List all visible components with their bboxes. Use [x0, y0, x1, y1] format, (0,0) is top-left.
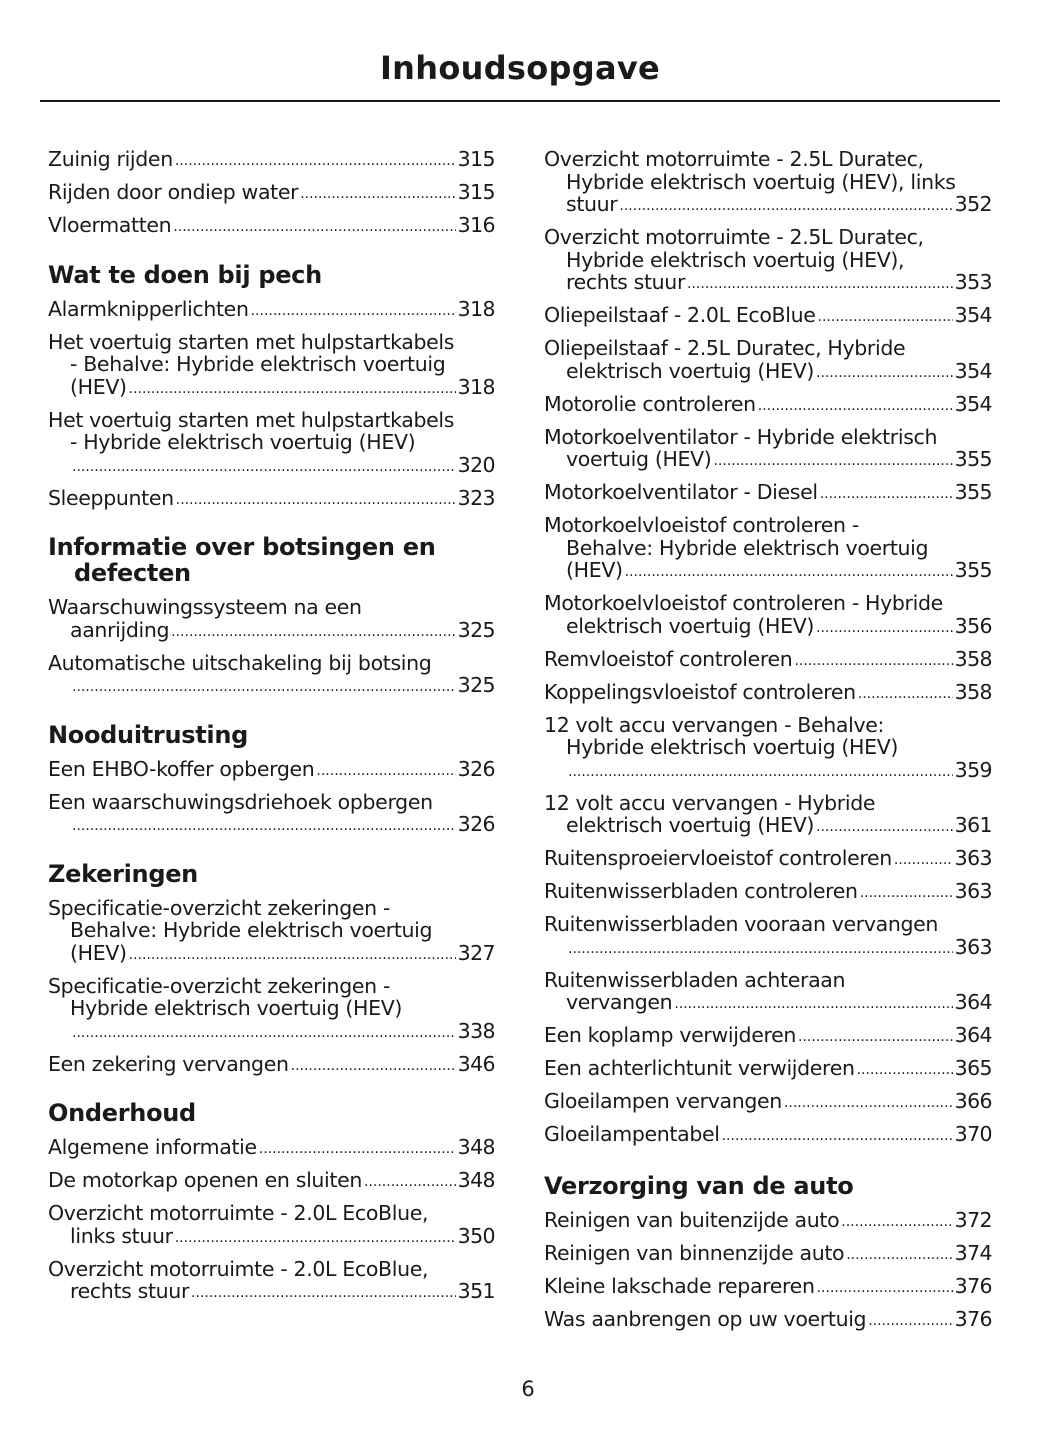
toc-page-number: 359: [954, 757, 992, 782]
toc-entry-text: Hybride elektrisch voertuig (HEV): [70, 996, 403, 1020]
toc-entry-text: De motorkap openen en sluiten: [48, 1168, 362, 1192]
toc-entry-last-line: [48, 376, 495, 402]
toc-entry-text: stuur: [566, 192, 618, 216]
toc-entry[interactable]: [544, 592, 992, 640]
toc-entry-text: Overzicht motorruimte - 2.0L EcoBlue,: [48, 1256, 429, 1281]
dot-leader: [674, 993, 952, 1016]
toc-entry[interactable]: [544, 714, 992, 785]
toc-entry-text: Het voertuig starten met hulpstartkabels: [48, 407, 455, 432]
toc-entry-text: Overzicht motorruimte - 2.0L EcoBlue,: [48, 1201, 429, 1225]
toc-page-number: 354: [954, 358, 992, 383]
title-divider: [40, 100, 1000, 102]
toc-entry-last-line: [544, 1090, 992, 1116]
section-heading-line: Zekeringen: [48, 859, 198, 888]
toc-page-number: 318: [457, 296, 495, 321]
toc-entry-text: Alarmknipperlichten: [48, 296, 249, 321]
toc-page-number: 364: [954, 1023, 992, 1047]
toc-entry-last-line: [544, 880, 992, 906]
toc-entry-last-line: [48, 1225, 495, 1251]
toc-entry-text: Ruitenwisserbladen achteraan: [544, 967, 846, 992]
toc-entry-text: Reinigen van buitenzijde auto: [544, 1207, 840, 1232]
toc-page-number: 372: [954, 1207, 992, 1232]
toc-entry-text: Specificatie-overzicht zekeringen -: [48, 973, 390, 998]
toc-page-number: 363: [954, 846, 992, 870]
toc-entry-text: Sleeppunten: [48, 485, 174, 510]
toc-entry-last-line: [544, 1057, 992, 1083]
toc-entry-last-line: [48, 181, 495, 207]
toc-entry-text: - Behalve: Hybride elektrisch voertuig: [70, 352, 446, 376]
toc-entry-last-line: [544, 991, 992, 1017]
toc-entry-text: vervangen: [566, 990, 673, 1014]
dot-leader: [816, 362, 953, 385]
toc-page-number: 348: [457, 1135, 495, 1159]
toc-entry[interactable]: [544, 514, 992, 585]
toc-entry-text: Motorolie controleren: [544, 391, 756, 416]
dot-leader: [72, 815, 456, 838]
toc-page-number: 326: [457, 812, 495, 836]
section-heading-line: Wat te doen bij pech: [48, 260, 322, 289]
dot-leader: [794, 650, 952, 673]
toc-entry-text: rechts stuur: [566, 270, 686, 294]
toc-entry-last-line: [544, 1209, 992, 1235]
dot-leader: [176, 489, 456, 512]
toc-page-number: 361: [954, 813, 992, 837]
toc-entry-text: voertuig (HEV): [566, 447, 712, 471]
toc-entry-last-line: [48, 1053, 495, 1079]
toc-entry-text: Een achterlichtunit verwijderen: [544, 1056, 855, 1080]
toc-page-number: 346: [457, 1051, 495, 1076]
toc-entry[interactable]: [544, 1275, 992, 1301]
page-title: Inhoudsopgave: [379, 49, 661, 87]
toc-entry-last-line: [48, 214, 495, 240]
dot-leader: [857, 1059, 953, 1082]
toc-page-number: 325: [457, 617, 495, 642]
toc-entry[interactable]: [48, 1258, 495, 1306]
toc-entry-last-line: [48, 942, 495, 968]
toc-entry-last-line: [544, 559, 992, 585]
toc-entry-last-line: [544, 814, 992, 840]
dot-leader: [72, 676, 456, 699]
section-heading: [544, 1173, 992, 1199]
dot-leader: [316, 760, 455, 783]
toc-entry[interactable]: [544, 1308, 992, 1334]
toc-page-number: 353: [954, 270, 992, 294]
toc-entry-text: Hybride elektrisch voertuig (HEV),: [566, 247, 905, 272]
toc-entry-last-line: [544, 1123, 992, 1149]
toc-entry-last-line: [544, 1275, 992, 1301]
toc-entry-text: Ruitensproeiervloeistof controleren: [544, 846, 892, 870]
toc-page-number: 354: [954, 303, 992, 327]
toc-entry-last-line: [544, 681, 992, 707]
toc-entry-text: links stuur: [70, 1223, 173, 1248]
toc-page-number: 376: [954, 1306, 992, 1331]
toc-entry-last-line: [544, 448, 992, 474]
toc-entry-last-line: [48, 1020, 495, 1046]
toc-entry[interactable]: [48, 331, 495, 402]
dot-leader: [291, 1055, 456, 1078]
dot-leader: [868, 1310, 952, 1333]
toc-page-number: 316: [457, 213, 495, 237]
toc-entry-last-line: [48, 1169, 495, 1195]
toc-entry-text: Ruitenwisserbladen vooraan vervangen: [544, 912, 939, 936]
dot-leader: [129, 378, 456, 401]
toc-page-number: 338: [457, 1018, 495, 1043]
toc-entry-last-line: [544, 360, 992, 386]
toc-entry-last-line: [48, 1136, 495, 1162]
dot-leader: [817, 1277, 953, 1300]
toc-page-number: 366: [954, 1089, 992, 1113]
toc-entry-text: rechts stuur: [70, 1279, 190, 1303]
dot-leader: [173, 216, 455, 239]
toc-entry-text: Vloermatten: [48, 213, 172, 237]
toc-entry-last-line: [544, 759, 992, 785]
toc-entry-last-line: [48, 298, 495, 324]
toc-column-right: [544, 148, 992, 1341]
toc-entry[interactable]: [544, 393, 992, 419]
dot-leader: [687, 273, 953, 296]
section-heading-line: defecten: [74, 559, 191, 587]
toc-entry-text: Algemene informatie: [48, 1135, 257, 1159]
toc-entry-text: Gloeilampen vervangen: [544, 1089, 782, 1113]
toc-entry-text: Zuinig rijden: [48, 147, 173, 171]
toc-entry-last-line: [48, 674, 495, 700]
toc-entry[interactable]: [48, 214, 495, 240]
dot-leader: [818, 306, 953, 329]
dot-leader: [820, 483, 953, 506]
toc-entry-last-line: [544, 393, 992, 419]
toc-entry[interactable]: [48, 1169, 495, 1195]
toc-entry[interactable]: [544, 880, 992, 906]
toc-entry[interactable]: [48, 758, 495, 784]
toc-page-number: 358: [954, 679, 992, 704]
dot-leader: [816, 816, 953, 839]
toc-entry-text: Het voertuig starten met hulpstartkabels: [48, 329, 455, 354]
toc-entry-last-line: [544, 847, 992, 873]
toc-page-number: 350: [457, 1223, 495, 1248]
toc-page-number: 355: [954, 558, 992, 582]
toc-entry-text: elektrisch voertuig (HEV): [566, 813, 815, 837]
section-heading: [48, 722, 495, 748]
toc-page-number: 352: [954, 192, 992, 216]
toc-entry-last-line: [544, 481, 992, 507]
toc-page-number: 318: [457, 374, 495, 399]
toc-entry-last-line: [544, 193, 992, 219]
section-heading: [48, 534, 495, 586]
dot-leader: [171, 621, 456, 644]
section-heading: [48, 1100, 495, 1126]
toc-entry[interactable]: [544, 1242, 992, 1268]
toc-entry[interactable]: [544, 681, 992, 707]
dot-leader: [175, 150, 456, 173]
toc-entry[interactable]: [544, 304, 992, 330]
toc-entry-text: Behalve: Hybride elektrisch voertuig: [566, 535, 929, 560]
toc-entry[interactable]: [48, 596, 495, 644]
toc-entry-last-line: [544, 648, 992, 674]
toc-entry-text: Oliepeilstaaf - 2.0L EcoBlue: [544, 303, 816, 327]
toc-entry-text: elektrisch voertuig (HEV): [566, 358, 815, 383]
dot-leader: [625, 561, 953, 584]
toc-entry-text: Oliepeilstaaf - 2.5L Duratec, Hybride: [544, 336, 906, 360]
toc-entry-text: Remvloeistof controleren: [544, 646, 793, 671]
toc-entry-text: Automatische uitschakeling bij botsing: [48, 650, 432, 675]
toc-entry[interactable]: [544, 148, 992, 219]
toc-entry-text: Overzicht motorruimte - 2.5L Duratec,: [544, 225, 924, 249]
section-heading: [48, 861, 495, 887]
toc-entry-last-line: [544, 1242, 992, 1268]
toc-entry[interactable]: [48, 975, 495, 1046]
toc-entry-text: Hybride elektrisch voertuig (HEV), links: [566, 169, 956, 194]
section-heading-line: Nooduitrusting: [48, 720, 248, 749]
toc-entry[interactable]: [48, 652, 495, 700]
toc-entry[interactable]: [48, 1053, 495, 1079]
toc-page-number: 325: [457, 673, 495, 697]
toc-page-number: 376: [954, 1273, 992, 1298]
toc-entry-text: Koppelingsvloeistof controleren: [544, 679, 856, 704]
toc-entry[interactable]: [544, 1024, 992, 1050]
toc-page-number: 320: [457, 452, 495, 477]
toc-entry-text: Behalve: Hybride elektrisch voertuig: [70, 918, 433, 942]
toc-entry-text: Motorkoelvloeistof controleren - Hybride: [544, 591, 943, 615]
toc-entry-last-line: [48, 487, 495, 513]
toc-entry-text: Hybride elektrisch voertuig (HEV): [566, 735, 899, 759]
toc-entry[interactable]: [48, 1136, 495, 1162]
toc-entry-text: Overzicht motorruimte - 2.5L Duratec,: [544, 147, 924, 171]
toc-entry[interactable]: [544, 226, 992, 297]
toc-entry[interactable]: [544, 1057, 992, 1083]
dot-leader: [841, 1211, 952, 1234]
toc-entry[interactable]: [544, 648, 992, 674]
toc-entry-last-line: [544, 1024, 992, 1050]
toc-entry-text: Ruitenwisserbladen controleren: [544, 879, 858, 903]
section-heading-line: Verzorging van de auto: [544, 1171, 854, 1200]
toc-entry-text: elektrisch voertuig (HEV): [566, 613, 815, 638]
toc-entry-text: Waarschuwingssysteem na een: [48, 595, 362, 619]
toc-entry-last-line: [544, 615, 992, 641]
toc-page-number: 323: [457, 485, 495, 510]
toc-entry-last-line: [544, 936, 992, 962]
toc-entry-text: Een koplamp verwijderen: [544, 1023, 797, 1047]
toc-page-number: 356: [954, 613, 992, 638]
toc-entry-last-line: [544, 271, 992, 297]
toc-entry-text: Een zekering vervangen: [48, 1051, 289, 1076]
toc-entry[interactable]: [48, 298, 495, 324]
toc-entry-text: Een waarschuwingsdriehoek opbergen: [48, 789, 433, 814]
toc-entry-last-line: [48, 454, 495, 480]
toc-page-number: 364: [954, 990, 992, 1014]
toc-page-number: 315: [457, 180, 495, 204]
section-heading: [48, 262, 495, 288]
toc-entry[interactable]: [544, 1123, 992, 1149]
toc-entry-text: Kleine lakschade repareren: [544, 1273, 815, 1298]
toc-column-left: [48, 148, 495, 1313]
toc-entry[interactable]: [544, 969, 992, 1017]
toc-entry[interactable]: [544, 1090, 992, 1116]
toc-entry-text: Motorkoelvloeistof controleren -: [544, 513, 859, 537]
toc-entry-last-line: [48, 619, 495, 645]
toc-page-number: 370: [954, 1122, 992, 1146]
dot-leader: [191, 1282, 456, 1305]
toc-entry-text: Rijden door ondiep water: [48, 180, 299, 204]
dot-leader: [72, 1022, 456, 1045]
dot-leader: [784, 1092, 953, 1115]
page-number: 6: [521, 1377, 535, 1401]
toc-entry-text: aanrijding: [70, 617, 170, 642]
toc-entry-text: Reinigen van binnenzijde auto: [544, 1240, 845, 1265]
dot-leader: [858, 683, 953, 706]
toc-page-number: 355: [954, 447, 992, 471]
dot-leader: [129, 944, 456, 967]
toc-entry[interactable]: [544, 847, 992, 873]
toc-page-number: 354: [954, 391, 992, 416]
toc-entry-last-line: [48, 758, 495, 784]
toc-entry[interactable]: [544, 481, 992, 507]
toc-entry-text: Motorkoelventilator - Diesel: [544, 480, 818, 504]
dot-leader: [72, 456, 456, 479]
dot-leader: [846, 1244, 952, 1267]
toc-page-number: 351: [457, 1279, 495, 1303]
dot-leader: [568, 938, 953, 961]
section-heading-line: Onderhoud: [48, 1099, 196, 1127]
dot-leader: [175, 1227, 456, 1250]
toc-page-number: 355: [954, 480, 992, 504]
toc-entry[interactable]: [544, 337, 992, 385]
dot-leader: [364, 1171, 456, 1194]
toc-entry-last-line: [48, 1280, 495, 1306]
toc-entry-last-line: [48, 148, 495, 174]
dot-leader: [758, 395, 953, 418]
toc-page-number: 326: [457, 756, 495, 781]
toc-entry[interactable]: [48, 181, 495, 207]
toc-entry-text: (HEV): [70, 374, 127, 399]
toc-entry[interactable]: [48, 148, 495, 174]
toc-page-number: 327: [457, 940, 495, 965]
dot-leader: [816, 617, 953, 640]
toc-entry-text: 12 volt accu vervangen - Hybride: [544, 790, 876, 815]
dot-leader: [259, 1138, 456, 1161]
toc-entry-text: Gloeilampentabel: [544, 1122, 720, 1146]
toc-entry[interactable]: [544, 792, 992, 840]
toc-entry-text: (HEV): [566, 558, 623, 582]
toc-entry[interactable]: [544, 913, 992, 961]
toc-entry-text: 12 volt accu vervangen - Behalve:: [544, 712, 885, 737]
toc-entry-last-line: [544, 304, 992, 330]
toc-entry[interactable]: [48, 487, 495, 513]
toc-page-number: 315: [457, 147, 495, 171]
toc-page-number: 363: [954, 934, 992, 959]
dot-leader: [860, 882, 953, 905]
toc-entry[interactable]: [544, 1209, 992, 1235]
dot-leader: [568, 761, 953, 784]
toc-page-number: 348: [457, 1168, 495, 1192]
toc-entry-last-line: [48, 813, 495, 839]
toc-entry-text: Een EHBO-koffer opbergen: [48, 756, 315, 781]
toc-entry-last-line: [544, 1308, 992, 1334]
dot-leader: [894, 849, 953, 872]
toc-page-number: 363: [954, 879, 992, 903]
dot-leader: [798, 1026, 953, 1049]
dot-leader: [713, 450, 952, 473]
toc-page-number: 365: [954, 1056, 992, 1080]
toc-entry-text: Specificatie-overzicht zekeringen -: [48, 895, 390, 920]
dot-leader: [722, 1125, 953, 1148]
toc-entry[interactable]: [48, 897, 495, 968]
toc-entry[interactable]: [48, 1202, 495, 1250]
toc-page-number: 358: [954, 646, 992, 671]
toc-entry[interactable]: [544, 426, 992, 474]
section-heading-line: Informatie over botsingen en: [48, 533, 436, 561]
toc-entry[interactable]: [48, 409, 495, 480]
toc-entry[interactable]: [48, 791, 495, 839]
toc-entry-text: Was aanbrengen op uw voertuig: [544, 1306, 867, 1331]
toc-entry-text: (HEV): [70, 940, 127, 965]
toc-entry-text: - Hybride elektrisch voertuig (HEV): [70, 430, 416, 454]
dot-leader: [251, 300, 456, 323]
toc-page-number: 374: [954, 1240, 992, 1265]
toc-entry-text: Motorkoelventilator - Hybride elektrisch: [544, 424, 938, 449]
dot-leader: [300, 183, 455, 206]
dot-leader: [619, 195, 952, 218]
